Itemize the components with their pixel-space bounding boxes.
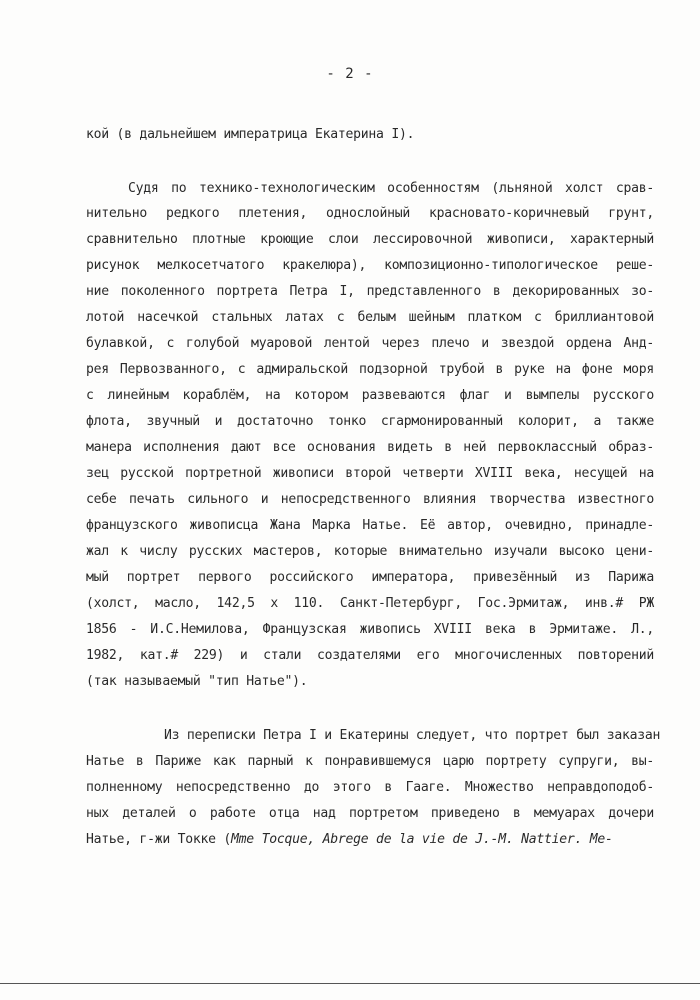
page-number: - 2 -	[326, 66, 374, 82]
text-line-26-prefix: Натье, г-жи Токке (	[86, 832, 232, 847]
text-line-8: булавкой, с голубой муаровой лентой через плечо и звездой ордена Анд-	[86, 336, 654, 351]
text-line-17: мый портрет первого российского императора, привезённый из Парижа	[86, 570, 654, 585]
text-line-16: жал к числу русских мастеров, которые внимательно изучали высоко цени-	[86, 544, 654, 559]
text-line-23: Натье в Париже как парный к понравившемуся царю портрету супруги, вы-	[86, 754, 654, 769]
text-line-13: зец русской портретной живописи второй четверти XVIII века, несущей на	[86, 466, 654, 481]
text-line-15: французского живописца Жана Марка Натье. Её автор, очевидно, принадле-	[86, 518, 654, 533]
citation-italic: Mme Tocque, Abrege de la vie de J.-M. Nattier. Me-	[231, 832, 613, 847]
text-line-2: Судя по технико-технологическим особенностям (льняной холст срав-	[128, 181, 654, 196]
text-line-25: ных деталей о работе отца над портретом приведено в мемуарах дочери	[86, 806, 654, 821]
text-line-24: полненному непосредственно до этого в Гааге. Множество неправдоподоб-	[86, 780, 654, 795]
text-line-26	[86, 832, 613, 848]
text-line-5: рисунок мелкосетчатого кракелюра), композиционно-типологическое реше-	[86, 258, 654, 273]
text-line-22: Из переписки Петра I и Екатерины следует, что портрет был заказан	[164, 728, 661, 743]
text-line-19: 1856 - И.С.Немилова, Французская живопись XVIII века в Эрмитаже. Л.,	[86, 622, 654, 637]
text-line-18: (холст, масло, 142,5 х 110. Санкт-Петербург, Гос.Эрмитаж, инв.# РЖ	[86, 596, 654, 611]
footer-rule	[0, 983, 700, 984]
text-line-3: нительно редкого плетения, однослойный красновато-коричневый грунт,	[86, 206, 654, 221]
text-line-6: ние поколенного портрета Петра I, представленного в декорированных зо-	[86, 284, 654, 299]
text-line-20: 1982, кат.# 229) и стали создателями его многочисленных повторений	[86, 648, 654, 663]
text-line-11: флота, звучный и достаточно тонко сгармонированный колорит, а также	[86, 414, 654, 429]
text-line-9: рея Первозванного, с адмиральской подзорной трубой в руке на фоне моря	[86, 362, 654, 377]
text-line-4: сравнительно плотные кроющие слои лессировочной живописи, характерный	[86, 232, 654, 247]
text-line-7: лотой насечкой стальных латах с белым шейным платком с бриллиантовой	[86, 310, 654, 325]
text-line-1: кой (в дальнейшем императрица Екатерина I).	[86, 127, 415, 142]
text-line-14: себе печать сильного и непосредственного влияния творчества известного	[86, 492, 654, 507]
text-line-21: (так называемый "тип Натье").	[86, 674, 308, 689]
text-line-12: манера исполнения дают все основания видеть в ней первоклассный образ-	[86, 440, 654, 455]
text-line-10: с линейным кораблём, на котором развеваются флаг и вымпелы русского	[86, 388, 654, 403]
